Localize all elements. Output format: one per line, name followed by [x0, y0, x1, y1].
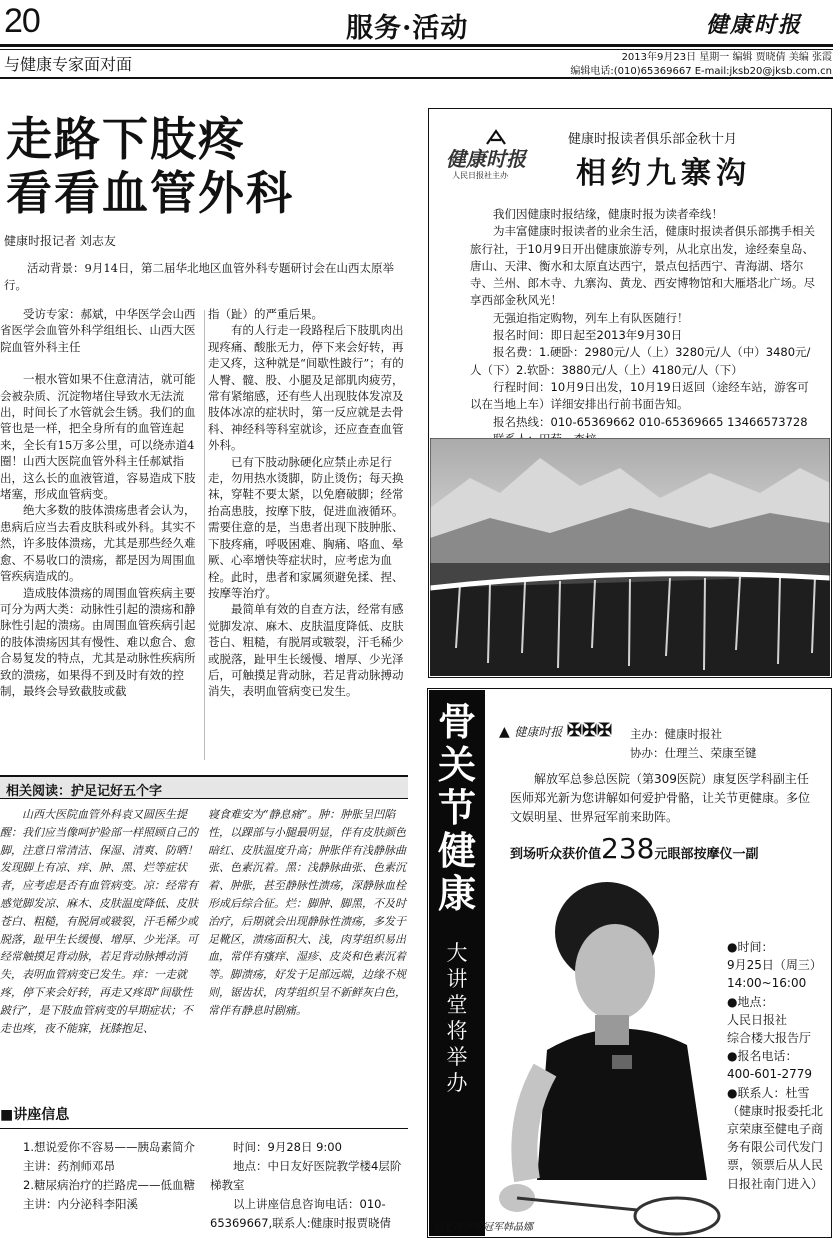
travel-paragraph: 为丰富健康时报读者的业余生活，健康时报读者俱乐部携手相关旅行社，于10月9日开出健康旅游专列，从北京出发，途经秦皇岛、唐山、天津、衡水和太原直达西宁，景点包括西宁、青海湖、塔尔寺、兰州、郎木寺、九寨沟、黄龙、西安博物馆和大雁塔北广场。尽享西部金秋风光！ [470, 224, 815, 308]
article-paragraph: 已有下肢动脉硬化应禁止赤足行走，勿用热水烫脚，防止烫伤；每天换袜，穿鞋不要太紧，以免磨破脚；经常抬高患肢，按摩下肢，促进血液循环。需要住意的是，当患者出现下肢肿胀、下肢疼痛，呼吸困难、胸痛、咯血、晕厥、心率增快等症状时，应考虑为血栓。此时，患者和家属须避免揉、捏、按摩等治疗。 [208, 454, 404, 600]
info-venue: 综合楼大报告厅 [727, 1031, 812, 1046]
page-subtitle: 与健康专家面对面 [4, 55, 133, 74]
lecture-info-title: ■讲座信息 [0, 1104, 408, 1129]
lecture-item: 2.糖尿病治疗的拦路虎——低血糖 [23, 1178, 195, 1192]
dateline [560, 51, 832, 79]
ad-sub-char: 举 [446, 1045, 468, 1069]
info-phone: 400-601-2779 [727, 1067, 813, 1082]
header-rule [0, 44, 833, 47]
related-column-2: 寝食难安为“静息痛”。肿：肿胀呈凹陷性，以踝部与小腿最明显，伴有皮肤颜色暗红、皮肤温度升高；肿胀伴有浅静脉曲张、色素沉着。黑：浅静脉曲张、色素沉着、肿胀，甚至静脉性溃疡，深静脉血栓形成后综合征。烂：脚肿、脚黑，不及时治疗，后期就会出现静脉性溃疡，多发于足靴区，溃疡面积大、浅，肉芽组织易出血，常伴有瘙痒、湿疹、皮炎和色素沉着等。脚溃疡，好发于足部远端，边缘不规则，锯齿状，肉芽组织呈不新鲜灰白色，常伴有静息时剧痛。 [208, 808, 406, 1017]
partner-logo-icon: ✠✠✠ [566, 720, 613, 741]
ad-sub-char: 办 [446, 1071, 468, 1095]
ad-logo-text: 健康时报 [514, 725, 563, 739]
related-reading-title: 相关阅读：护足记好五个字 [0, 775, 408, 799]
photo-caption: 羽毛球世界冠军韩晶娜 [433, 1222, 533, 1233]
ad-intro: 解放军总参总医院（第309医院）康复医学科副主任医师郑光新为您讲解如何爱护骨骼，让关节更健康。多位文娱明星、世界冠军前来助阵。 [510, 772, 811, 824]
info-date: 9月25日（周三） [727, 958, 822, 973]
travel-title: 相约九寨沟 [576, 156, 751, 191]
ad-sub-char: 讲 [446, 967, 468, 991]
ad-title-char: 节 [437, 785, 476, 830]
section-title: 服务·活动 [346, 13, 469, 44]
lecture-contact: 以上讲座信息咨询电话：010-65369667,联系人:健康时报贾晓倩 [210, 1197, 392, 1230]
editor-contact: 编辑电话:(010)65369667 E-mail:jksb20@jksb.com.cn [570, 66, 832, 77]
ad-host: 主办：健康时报社 [630, 727, 722, 741]
article-paragraph: 最简单有效的自查方法，经常有感觉脚发凉、麻木、皮肤温度降低、皮肤苍白、粗糙，有脱屑或皲裂，汗毛稀少或脱落，趾甲生长缓慢、增厚、少光泽后，可触摸足背动脉，若足背动脉搏动消失，表明血管病变已发生。 [208, 602, 404, 699]
headline-line-2: 看看血管外科 [6, 166, 294, 220]
ad-title-char: 康 [437, 871, 476, 916]
article-column-2 [208, 306, 410, 700]
article-paragraph: 受访专家：郝斌，中华医学会山西省医学会血管外科学组组长、山西大医院血管外科主任 [0, 307, 196, 354]
travel-registration-time: 报名时间：即日起至2013年9月30日 [493, 328, 683, 343]
article-paragraph: 有的人行走一段路程后下肢肌肉出现疼痛、酸胀无力，停下来会好转，再走又疼，这种就是“间歇性跛行”；有的人臀、髋、股、小腿及足部肌肉疲劳，常有紧缩感，还有些人出现肢体发凉及肢体冰凉的症状时，第一反应就是去骨科、神经科等科室就诊，还应查查血管外科。 [208, 323, 404, 453]
jiuzhaigou-waterfall-photo [430, 438, 830, 676]
subheader-rule [0, 77, 833, 79]
page-number: 20 [4, 2, 40, 40]
article-paragraph: 指（趾）的严重后果。 [208, 307, 323, 321]
article-paragraph: 造成肢体溃疡的周围血管疾病主要可分为两大类：动脉性引起的溃疡和静脉性引起的溃疡。由周围血管疾病引起的肢体溃疡因其有慢性、难以愈合、愈合易复发的特点，尤其是动脉性疾病所致的溃疡，如果得不到及时有效的控制，最终会导致截肢或截 [0, 585, 196, 698]
header-rule-thin [0, 49, 833, 50]
lecture-time: 时间：9月28日 9:00 [233, 1140, 342, 1154]
travel-hotline: 报名热线：010-65369662 010-65369665 13466573728 [493, 414, 808, 429]
article-headline [6, 112, 294, 220]
article-column-1 [0, 306, 202, 699]
info-location: 人民日报社 [727, 1012, 788, 1027]
travel-fees: 报名费：1.硬卧：2980元/人（上）3280元/人（中）3480元/人（下）2.软卧：3880元/人（上）4180元/人（下） [470, 345, 811, 377]
newspaper-logo: 健康时报 [706, 12, 803, 38]
ad-title-char: 关 [437, 742, 476, 787]
travel-paragraph: 无强迫指定购物，列车上有队医随行！ [493, 310, 689, 325]
ad-vertical-title [433, 700, 481, 915]
article-background: 活动背景：9月14日，第二届华北地区血管外科专题研讨会在山西太原举行。 [4, 261, 394, 292]
lecture-speaker: 主讲：内分泌科李阳溪 [23, 1197, 138, 1211]
ad-sub-char: 将 [446, 1019, 468, 1043]
info-time-label: ●时间： [727, 940, 774, 954]
ad-title-char: 骨 [437, 699, 476, 744]
logo-mark-icon: ▲ [499, 724, 510, 740]
travel-schedule: 行程时间：10月9日出发，10月19日返回（途经车站，游客可以在当地上车）详细安排出行前书面告知。 [470, 379, 809, 412]
ad-logo [499, 720, 612, 741]
travel-logo-text: 健康时报 [446, 147, 526, 171]
ad-sponsors [630, 725, 757, 763]
ad-coorganizer: 协办：仕理兰、荣康至键 [630, 746, 757, 760]
headline-line-1: 走路下肢疼 [6, 112, 246, 166]
article-byline: 健康时报记者 刘志友 [4, 234, 116, 248]
lecture-list [0, 1138, 206, 1214]
travel-club-line: 健康时报读者俱乐部金秋十月 [568, 132, 738, 147]
lecture-item: 1.想说爱你不容易——胰岛素简介 [23, 1140, 195, 1154]
date-editors: 2013年9月23日 星期一 编辑 贾晓倩 美编 张霞 [621, 52, 832, 63]
lecture-details [210, 1138, 410, 1233]
info-location-label: ●地点： [727, 994, 774, 1009]
travel-paragraph: 我们因健康时报结缘，健康时报为读者牵线！ [493, 207, 723, 221]
column-divider [204, 310, 205, 760]
gift-amount: 238 [601, 832, 655, 865]
ad-title-char: 健 [437, 828, 476, 873]
logo-mark-icon [484, 128, 508, 148]
waterfall-illustration [430, 438, 830, 676]
travel-logo [446, 128, 556, 188]
info-phone-label: ●报名电话： [727, 1049, 798, 1064]
ad-event-info [727, 938, 831, 1193]
article-paragraph: 绝大多数的肢体溃疡患者会认为，患病后应当去看皮肤科或外科。其实不然，许多肢体溃疡，尤其是那些经久难愈、不易收口的溃疡，都是因为周围血管疾病造成的。 [0, 503, 196, 584]
article-paragraph: 一根水管如果不住意清洁，就可能会被杂质、沉淀物堵住导致水无法流出，时间长了水管就会生锈。我们的血管也是一样，把全身所有的血管连起来，全长有15万多公里，可以绕赤道4圈！山西大医院血管外科主任郝斌指出，这么长的血液管道，容易造成下肢堵塞，形成血管病变。 [0, 372, 196, 502]
ad-gift-line [510, 832, 758, 865]
info-hours: 14:00~16:00 [727, 976, 807, 991]
lecture-location: 地点：中日友好医院教学楼4层阶梯教室 [210, 1159, 402, 1192]
lecture-speaker: 主讲：药剂师邓昂 [23, 1159, 115, 1173]
ad-sub-char: 堂 [446, 993, 468, 1017]
info-contact: ●联系人：杜雪 [727, 1085, 810, 1100]
gift-prefix: 到场听众获价值 [510, 847, 602, 862]
ad-vertical-subtitle [443, 940, 471, 1096]
info-ticket-note: （健康时报委托北京荣康至健电子商务有限公司代发门票，领票后从人民日报社南门进入） [727, 1103, 824, 1191]
gift-suffix: 元眼部按摩仪一副 [654, 847, 759, 862]
travel-body [470, 206, 818, 448]
related-column-1: 山西大医院血管外科袁又圆医生提醒：我们应当像呵护脸部一样照顾自己的脚，注意日常清洁、保湿、清爽、防晒！发现脚上有凉、痒、肿、黑、烂等症状者，应考虑是否有血管病变。凉：经常有感觉脚发凉、麻木、皮肤温度降低、皮肤苍白、粗糙，有脱屑或皲裂，汗毛稀少或脱落，趾甲生长缓慢、增厚、少光泽。可经常触摸足背动脉，若足背动脉搏动消失，表明血管病变已发生。痒：一走就疼，停下来会好转，再走又疼即“间歇性跛行”，是下肢血管病变的早期症状；不走也疼，夜不能寐，抚膝抱足、 [0, 808, 198, 1035]
ad-sub-char: 大 [446, 941, 468, 965]
travel-logo-sub: 人民日报社主办 [452, 171, 508, 180]
